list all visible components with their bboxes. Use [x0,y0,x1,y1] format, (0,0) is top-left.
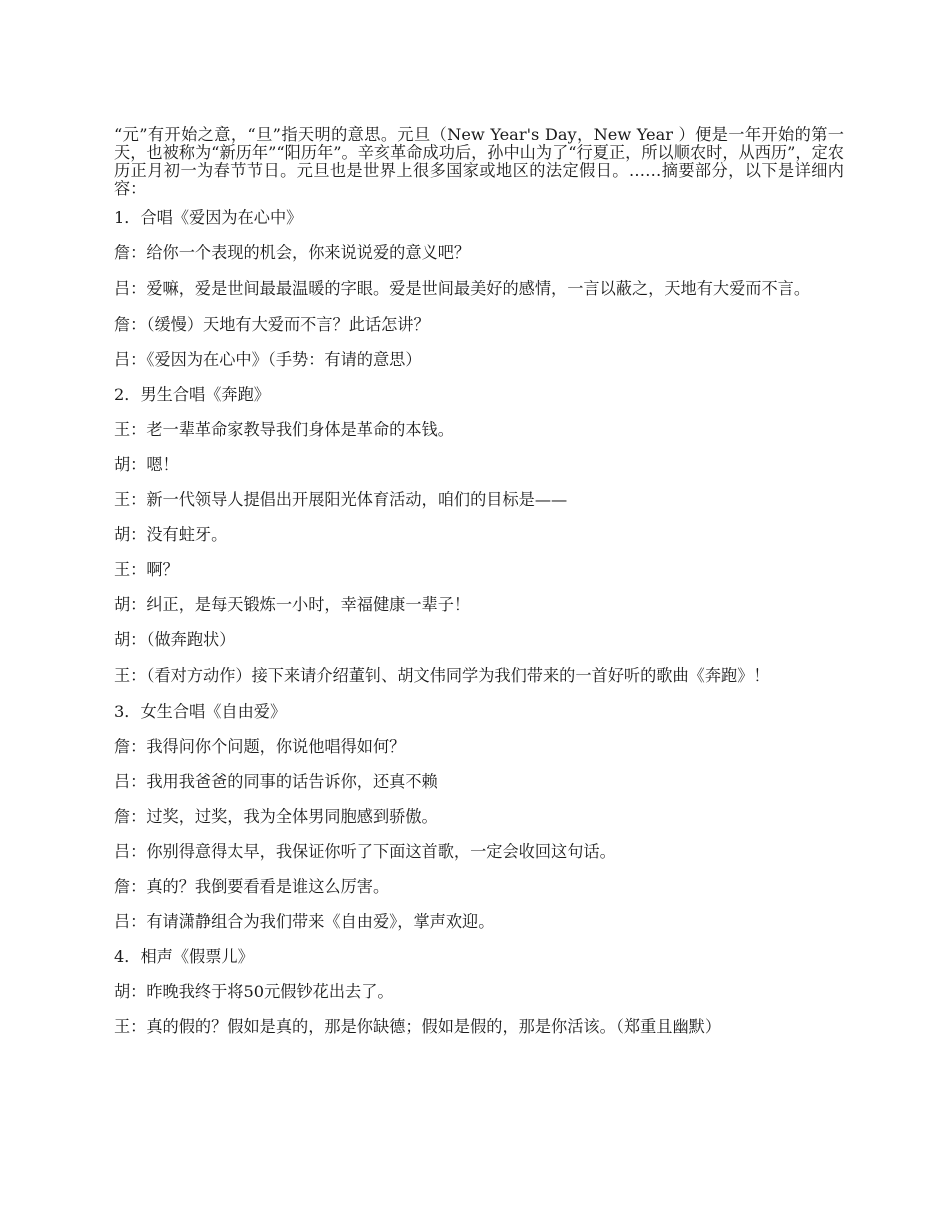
section-heading: 1．合唱《爱因为在心中》 [114,208,303,227]
section-heading: 2．男生合唱《奔跑》 [114,385,270,404]
dialogue-line: 胡：（做奔跑状） [114,630,236,649]
dialogue-line: 詹：我得问你个问题，你说他唱得如何？ [114,737,406,756]
dialogue-line: 王：真的假的？假如是真的，那是你缺德；假如是假的，那是你活该。（郑重且幽默） [114,1017,722,1036]
document-body [114,126,844,1053]
dialogue-line: 詹：给你一个表现的机会，你来说说爱的意义吧？ [114,243,471,262]
dialogue-line: 吕：我用我爸爸的同事的话告诉你，还真不赖 [114,772,438,791]
dialogue-line: 王：新一代领导人提倡出开展阳光体育活动，咱们的目标是—— [114,490,568,509]
dialogue-line: 吕：有请潇静组合为我们带来《自由爱》，掌声欢迎。 [114,912,495,931]
dialogue-line: 王：（看对方动作）接下来请介绍董钊、胡文伟同学为我们带来的一首好听的歌曲《奔跑》！ [114,666,770,685]
section-heading: 4．相声《假票儿》 [114,947,254,966]
intro-paragraph: “元”有开始之意，“旦”指天明的意思。元旦（New Year's Day，New Year ）便是一年开始的第一天，也被称为“新历年”“阳历年”。辛亥革命成功后，孙中山为了“行夏正，所以顺农时，从西历”，定农历正月初一为春节节日。元旦也是世界上很多国家或地区的法定假日。……摘要部分，以下是详细内容： [114,125,844,198]
dialogue-line: 胡：纠正，是每天锻炼一小时，幸福健康一辈子！ [114,595,471,614]
dialogue-line: 詹：过奖，过奖，我为全体男同胞感到骄傲。 [114,807,438,826]
dialogue-line: 詹：（缓慢）天地有大爱而不言？此话怎讲？ [114,315,430,334]
dialogue-line: 詹：真的？我倒要看看是谁这么厉害。 [114,877,390,896]
dialogue-line: 吕：你别得意得太早，我保证你听了下面这首歌，一定会收回这句话。 [114,842,616,861]
dialogue-line: 胡：没有蛀牙。 [114,525,228,544]
dialogue-line: 王：老一辈革命家教导我们身体是革命的本钱。 [114,420,454,439]
dialogue-line: 胡：嗯！ [114,455,179,474]
dialogue-line: 王：啊？ [114,560,179,579]
dialogue-line: 胡：昨晚我终于将50元假钞花出去了。 [114,982,394,1001]
section-heading: 3．女生合唱《自由爱》 [114,702,287,721]
dialogue-line: 吕：爱嘛，爱是世间最最温暖的字眼。爱是世间最美好的感情，一言以蔽之，天地有大爱而不言。 [114,279,811,298]
dialogue-line: 吕：《爱因为在心中》（手势：有请的意思） [114,350,422,369]
